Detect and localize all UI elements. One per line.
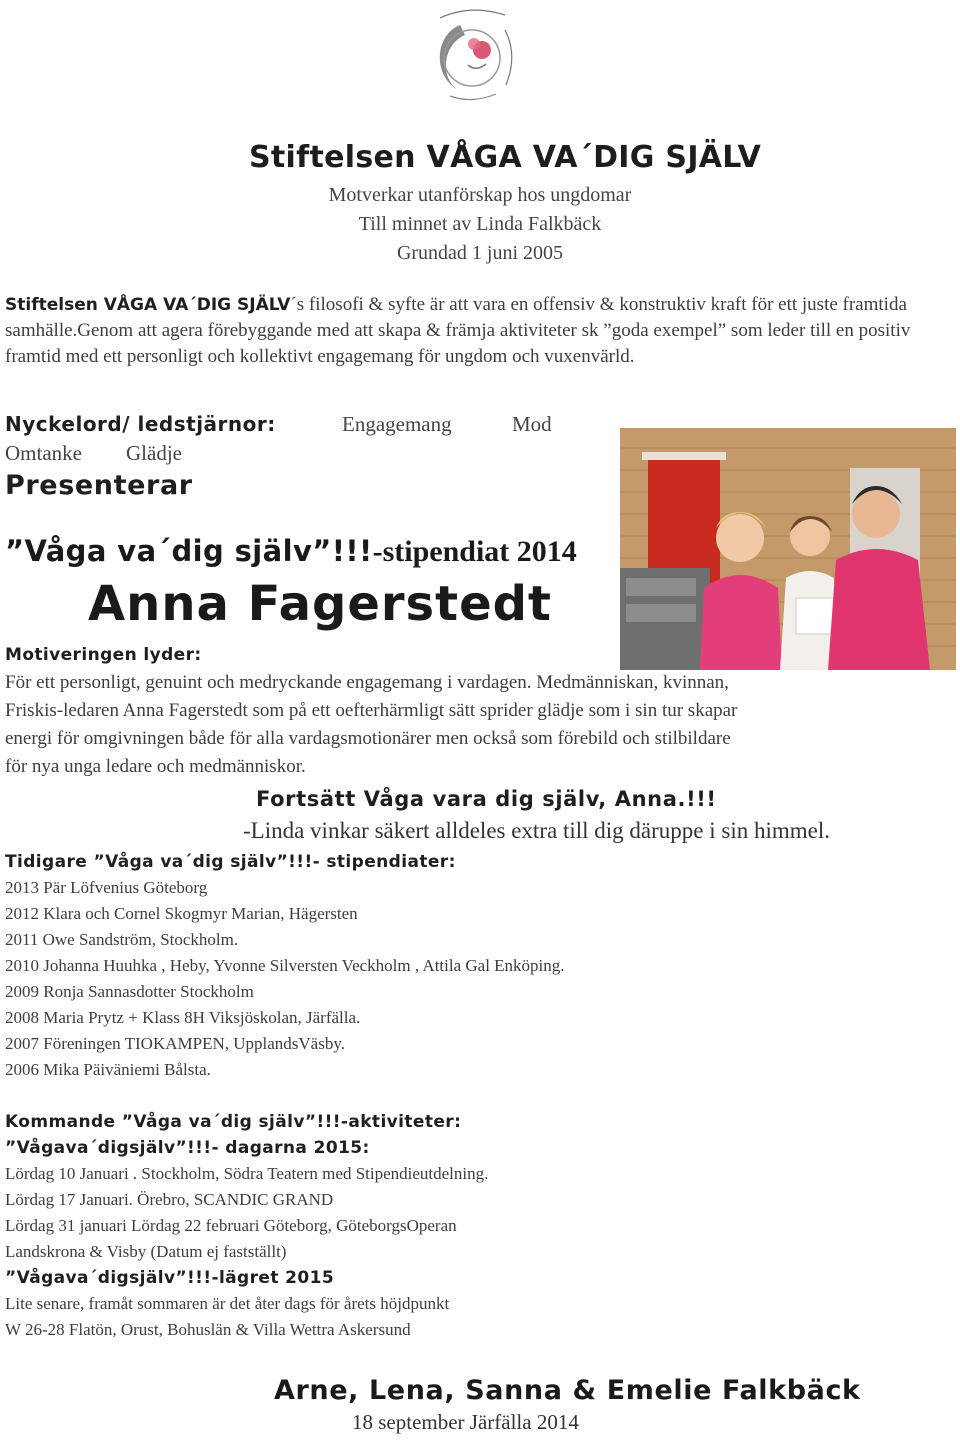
keyword-mod: Mod <box>512 412 552 436</box>
subtitle-line-1: Motverkar utanförskap hos ungdomar <box>328 184 632 206</box>
signature-names: Arne, Lena, Sanna & Emelie Falkbäck <box>274 1375 861 1406</box>
days-heading: ”Vågava´digsjälv”!!!- dagarna 2015: <box>5 1138 370 1158</box>
list-item: 2011 Owe Sandström, Stockholm. <box>5 930 239 949</box>
motivation-line-4: för nya unga ledare och medmänniskor. <box>5 756 306 777</box>
intro-paragraph <box>5 292 957 370</box>
list-item: 2006 Mika Päiväniemi Bålsta. <box>5 1060 211 1079</box>
camp-heading: ”Vågava´digsjälv”!!!-lägret 2015 <box>5 1268 335 1288</box>
list-item: 2010 Johanna Huuhka , Heby, Yvonne Silversten Veckholm , Attila Gal Enköping. <box>5 956 565 975</box>
list-item: 2012 Klara och Cornel Skogmyr Marian, Hägersten <box>5 904 358 923</box>
motivation-line-2: Friskis-ledaren Anna Fagerstedt som på ett oefterhärmligt sätt sprider glädje som i sin tur skapar <box>5 700 738 721</box>
intro-text: ´s filosofi & syfte är att vara en offensiv & konstruktiv kraft för ett juste framtida samhälle.Genom att agera förebyggande med att skapa & främja aktiviteter sk ”goda exempel” som leder till en positiv framtid med ett personligt och kollektivt engagemang för ungdom och vuxenvärld. <box>5 294 911 367</box>
list-item: 2008 Maria Prytz + Klass 8H Viksjöskolan, Järfälla. <box>5 1008 361 1027</box>
signature-date: 18 september Järfälla 2014 <box>352 1410 579 1434</box>
presenting-label: Presenterar <box>5 470 193 501</box>
keywords-label: Nyckelord/ ledstjärnor: <box>5 412 276 436</box>
list-item: Lite senare, framåt sommaren är det åter dags för årets höjdpunkt <box>5 1294 450 1313</box>
intro-lead: Stiftelsen VÅGA VA´DIG SJÄLV <box>5 295 291 315</box>
list-item: Landskrona & Visby (Datum ej fastställt) <box>5 1242 287 1261</box>
upcoming-heading: Kommande ”Våga va´dig själv”!!!-aktiviteter: <box>5 1112 462 1132</box>
recipient-photo <box>620 428 956 670</box>
list-item: 2013 Pär Löfvenius Göteborg <box>5 878 208 897</box>
list-item: Lördag 31 januari Lördag 22 februari Göteborg, GöteborgsOperan <box>5 1216 457 1235</box>
keyword-engagemang: Engagemang <box>342 412 452 436</box>
subtitle-line-3: Grundad 1 juni 2005 <box>396 242 564 264</box>
list-item: 2009 Ronja Sannasdotter Stockholm <box>5 982 254 1001</box>
list-item: Lördag 10 Januari . Stockholm, Södra Teatern med Stipendieutdelning. <box>5 1164 489 1183</box>
subtitle-line-2: Till minnet av Linda Falkbäck <box>358 213 602 235</box>
stipend-title: ”Våga va´dig själv”!!! <box>5 534 373 568</box>
page-title: Stiftelsen VÅGA VA´DIG SJÄLV <box>249 140 762 175</box>
list-item: Lördag 17 Januari. Örebro, SCANDIC GRAND <box>5 1190 334 1209</box>
logo-emblem <box>410 0 540 110</box>
keyword-gladje: Glädje <box>126 441 182 465</box>
linda-line: -Linda vinkar säkert alldeles extra till dig däruppe i sin himmel. <box>243 818 830 843</box>
previous-heading: Tidigare ”Våga va´dig själv”!!!- stipendiater: <box>5 852 456 872</box>
motivation-heading: Motiveringen lyder: <box>5 645 202 665</box>
list-item: 2007 Föreningen TIOKAMPEN, UpplandsVäsby. <box>5 1034 345 1053</box>
motivation-line-1: För ett personligt, genuint och medryckande engagemang i vardagen. Medmänniskan, kvinnan, <box>5 672 729 693</box>
recipient-name: Anna Fagerstedt <box>88 576 552 632</box>
stipend-heading <box>5 534 577 569</box>
keyword-omtanke: Omtanke <box>5 441 82 465</box>
motivation-line-3: energi för omgivningen både för alla vardagsmotionärer men också som förebild och stilbildare <box>5 728 731 749</box>
closing-line: Fortsätt Våga vara dig själv, Anna.!!! <box>256 787 717 811</box>
list-item: W 26-28 Flatön, Orust, Bohuslän & Villa Wettra Askersund <box>5 1320 411 1339</box>
stipend-year: -stipendiat 2014 <box>372 535 577 568</box>
